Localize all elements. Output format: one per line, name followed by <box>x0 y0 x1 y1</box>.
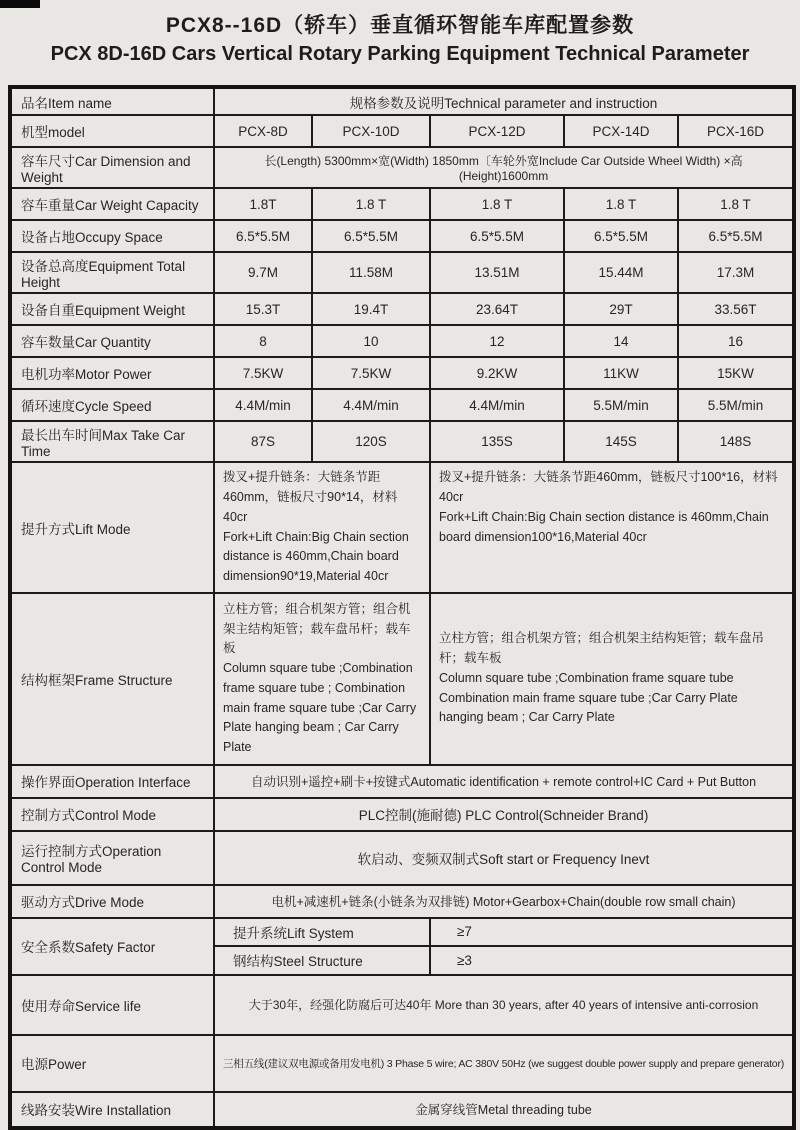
occupy-space-value-cell: 6.5*5.5M <box>430 220 564 252</box>
cycle-speed-value-cell: 5.5M/min <box>678 389 794 421</box>
frame-structure-right-cn: 立柱方管；组合机架方管；组合机架主结构矩管；载车盘吊杆；载车板 <box>439 631 765 666</box>
car-weight-value-cell: 1.8 T <box>564 188 678 220</box>
motor-power-value-cell: 9.2KW <box>430 357 564 389</box>
max-take-car-time-value-cell: 145S <box>564 421 678 462</box>
car-quantity-value-cell: 14 <box>564 325 678 357</box>
model-label: 机型model <box>10 115 214 147</box>
max-take-car-time-value-cell: 148S <box>678 421 794 462</box>
frame-structure-left-cn: 立柱方管；组合机架方管；组合机架主结构矩管；载车盘吊杆；载车板 <box>223 601 411 656</box>
equipment-weight-value-cell: 29T <box>564 293 678 325</box>
car-quantity-value-cell: 10 <box>312 325 430 357</box>
operation-control-mode-value: 软启动、变频双制式Soft start or Frequency Inevt <box>214 831 794 885</box>
safety-factor-row-value: ≥3 <box>430 946 794 975</box>
spec-table <box>8 85 796 1130</box>
total-height-value-cell: 15.44M <box>564 252 678 293</box>
total-height-value-cell: 9.7M <box>214 252 312 293</box>
drive-mode-value: 电机+减速机+链条(小链条为双排链) Motor+Gearbox+Chain(double row small chain) <box>214 885 794 918</box>
item-name-label: 品名Item name <box>10 87 214 115</box>
row-model <box>10 115 794 147</box>
car-weight-value-cell: 1.8T <box>214 188 312 220</box>
page-title-cn: PCX8--16D（轿车）垂直循环智能车库配置参数 <box>165 14 635 37</box>
equipment-weight-value-cell: 19.4T <box>312 293 430 325</box>
car-weight-label: 容车重量Car Weight Capacity <box>10 188 214 220</box>
car-quantity-label: 容车数量Car Quantity <box>10 325 214 357</box>
scan-artifact-mark <box>0 0 40 8</box>
lift-mode-right-cell <box>430 462 794 593</box>
page-title-en: PCX 8D-16D Cars Vertical Rotary Parking Equipment Technical Parameter <box>50 43 750 66</box>
row-control-mode <box>10 798 794 831</box>
power-label: 电源Power <box>10 1035 214 1092</box>
frame-structure-right-cell <box>430 593 794 765</box>
operation-control-mode-label: 运行控制方式Operation Control Mode <box>10 831 214 885</box>
total-height-label: 设备总高度Equipment Total Height <box>10 252 214 293</box>
safety-factor-row-name: 提升系统Lift System <box>214 918 430 946</box>
safety-factor-row-value: ≥7 <box>430 918 794 946</box>
safety-factor-row-name: 钢结构Steel Structure <box>214 946 430 975</box>
car-dimension-label: 容车尺寸Car Dimension and Weight <box>10 147 214 188</box>
row-total-height <box>10 252 794 293</box>
model-value-cell: PCX-8D <box>214 115 312 147</box>
car-weight-value-cell: 1.8 T <box>678 188 794 220</box>
item-name-value: 规格参数及说明Technical parameter and instruction <box>214 87 794 115</box>
car-weight-value-cell: 1.8 T <box>312 188 430 220</box>
car-quantity-value-cell: 12 <box>430 325 564 357</box>
control-mode-label: 控制方式Control Mode <box>10 798 214 831</box>
model-value-cell: PCX-10D <box>312 115 430 147</box>
row-cycle-speed <box>10 389 794 421</box>
motor-power-value-cell: 15KW <box>678 357 794 389</box>
cycle-speed-value-cell: 4.4M/min <box>214 389 312 421</box>
row-power <box>10 1035 794 1092</box>
row-wire-installation <box>10 1092 794 1128</box>
motor-power-value-cell: 7.5KW <box>214 357 312 389</box>
model-value-cell: PCX-14D <box>564 115 678 147</box>
operation-interface-value: 自动识别+遥控+刷卡+按键式Automatic identification + remote control+IC Card + Put Button <box>214 765 794 798</box>
row-item-name <box>10 87 794 115</box>
max-take-car-time-value-cell: 87S <box>214 421 312 462</box>
row-frame-structure <box>10 593 794 765</box>
operation-interface-label: 操作界面Operation Interface <box>10 765 214 798</box>
row-lift-mode <box>10 462 794 593</box>
row-equipment-weight <box>10 293 794 325</box>
frame-structure-left-en: Column square tube ;Combination frame square tube ; Combination main frame square tube ;Car Carry Plate hanging beam ; Car Carry Plate <box>223 661 417 754</box>
occupy-space-label: 设备占地Occupy Space <box>10 220 214 252</box>
max-take-car-time-value-cell: 135S <box>430 421 564 462</box>
row-car-weight <box>10 188 794 220</box>
row-car-quantity <box>10 325 794 357</box>
cycle-speed-value-cell: 4.4M/min <box>312 389 430 421</box>
equipment-weight-value-cell: 33.56T <box>678 293 794 325</box>
motor-power-label: 电机功率Motor Power <box>10 357 214 389</box>
row-operation-control-mode <box>10 831 794 885</box>
cycle-speed-label: 循环速度Cycle Speed <box>10 389 214 421</box>
max-take-car-time-value-cell: 120S <box>312 421 430 462</box>
car-dimension-value: 长(Length) 5300mm×宽(Width) 1850mm〔车轮外宽Include Car Outside Wheel Width) ×高(Height)1600mm <box>214 147 794 188</box>
row-service-life <box>10 975 794 1035</box>
motor-power-value-cell: 7.5KW <box>312 357 430 389</box>
frame-structure-label: 结构框架Frame Structure <box>10 593 214 765</box>
total-height-value-cell: 11.58M <box>312 252 430 293</box>
row-motor-power <box>10 357 794 389</box>
equipment-weight-value-cell: 23.64T <box>430 293 564 325</box>
drive-mode-label: 驱动方式Drive Mode <box>10 885 214 918</box>
equipment-weight-value-cell: 15.3T <box>214 293 312 325</box>
frame-structure-left-cell <box>214 593 430 765</box>
power-value: 三相五线(建议双电源或备用发电机) 3 Phase 5 wire; AC 380V 50Hz (we suggest double power supply and prepare generator) <box>214 1035 794 1092</box>
cycle-speed-value-cell: 5.5M/min <box>564 389 678 421</box>
max-take-car-time-label: 最长出车时间Max Take Car Time <box>10 421 214 462</box>
lift-mode-left-en: Fork+Lift Chain:Big Chain section distance is 460mm,Chain board dimension90*19,Material 40cr <box>223 529 409 583</box>
row-safety-factor-lift-system <box>10 918 794 946</box>
occupy-space-value-cell: 6.5*5.5M <box>678 220 794 252</box>
occupy-space-value-cell: 6.5*5.5M <box>564 220 678 252</box>
lift-mode-left-cn: 拨叉+提升链条：大链条节距460mm，链板尺寸90*14，材料40cr <box>223 470 398 524</box>
car-quantity-value-cell: 16 <box>678 325 794 357</box>
safety-factor-label: 安全系数Safety Factor <box>10 918 214 975</box>
cycle-speed-value-cell: 4.4M/min <box>430 389 564 421</box>
row-operation-interface <box>10 765 794 798</box>
service-life-label: 使用寿命Service life <box>10 975 214 1035</box>
total-height-value-cell: 17.3M <box>678 252 794 293</box>
car-quantity-value-cell: 8 <box>214 325 312 357</box>
equipment-weight-label: 设备自重Equipment Weight <box>10 293 214 325</box>
row-drive-mode <box>10 885 794 918</box>
row-occupy-space <box>10 220 794 252</box>
model-value-cell: PCX-12D <box>430 115 564 147</box>
row-max-take-car-time <box>10 421 794 462</box>
service-life-value: 大于30年，经强化防腐后可达40年 More than 30 years, after 40 years of intensive anti-corrosion <box>214 975 794 1035</box>
car-weight-value-cell: 1.8 T <box>430 188 564 220</box>
frame-structure-right-en: Column square tube ;Combination frame square tube Combination main frame square tube ;Car Carry Plate hanging beam ; Car Carry Plate <box>439 670 738 725</box>
wire-installation-label: 线路安装Wire Installation <box>10 1092 214 1128</box>
page-title-block <box>0 0 800 67</box>
model-value-cell: PCX-16D <box>678 115 794 147</box>
control-mode-value: PLC控制(施耐德) PLC Control(Schneider Brand) <box>214 798 794 831</box>
row-car-dimension <box>10 147 794 188</box>
lift-mode-right-en: Fork+Lift Chain:Big Chain section distance is 460mm,Chain board dimension100*16,Material 40cr <box>439 509 769 544</box>
wire-installation-value: 金属穿线管Metal threading tube <box>214 1092 794 1128</box>
motor-power-value-cell: 11KW <box>564 357 678 389</box>
lift-mode-left-cell <box>214 462 430 593</box>
occupy-space-value-cell: 6.5*5.5M <box>214 220 312 252</box>
total-height-value-cell: 13.51M <box>430 252 564 293</box>
occupy-space-value-cell: 6.5*5.5M <box>312 220 430 252</box>
lift-mode-right-cn: 拨叉+提升链条：大链条节距460mm，链板尺寸100*16，材料40cr <box>439 470 778 504</box>
lift-mode-label: 提升方式Lift Mode <box>10 462 214 593</box>
